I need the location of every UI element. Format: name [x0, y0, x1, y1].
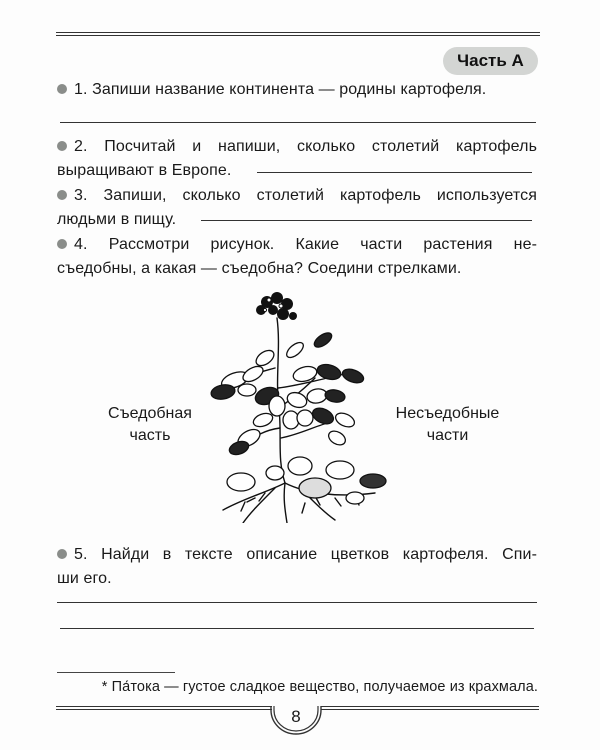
bullet-icon: [57, 239, 67, 249]
question-text: Запиши название континента — родины картофеля.: [92, 81, 487, 98]
question-2: [57, 135, 537, 183]
inedible-parts-label: Несъедобные части: [395, 405, 500, 444]
answer-line-1[interactable]: [60, 122, 536, 123]
question-text: ши его.: [57, 570, 112, 587]
answer-line-5b[interactable]: [60, 628, 534, 629]
answer-line-5a[interactable]: [57, 602, 537, 603]
question-text: людьми в пищу.: [57, 211, 177, 228]
question-text: Запиши, сколько столетий картофель используется: [103, 187, 537, 204]
question-text: выращивают в Европе.: [57, 162, 232, 179]
page-number: 8: [291, 707, 301, 726]
question-1: [57, 78, 537, 102]
question-number: 5.: [74, 546, 88, 563]
bullet-icon: [57, 190, 67, 200]
question-text: Найди в тексте описание цветков картофеля. Спи-: [101, 546, 537, 563]
question-text: Посчитай и напиши, сколько столетий картофель: [104, 138, 537, 155]
potato-plant-illustration: [205, 288, 400, 523]
question-4: [57, 233, 537, 281]
footnote-rule: [57, 672, 175, 673]
top-rule: [56, 32, 540, 36]
question-number: 3.: [74, 187, 88, 204]
footnote: * Па́тока — густое сладкое вещество, получаемое из крахмала.: [101, 679, 538, 695]
bottom-rule-left: [56, 706, 272, 710]
bottom-rule-right: [321, 706, 539, 710]
answer-line-2[interactable]: [257, 172, 532, 173]
bullet-icon: [57, 141, 67, 151]
question-number: 1.: [74, 81, 88, 98]
question-number: 4.: [74, 236, 88, 253]
question-3: [57, 184, 537, 232]
edible-part-label: Съедобная часть: [108, 405, 192, 444]
question-text: съедобны, а какая — съедобна? Соедини стрелками.: [57, 260, 462, 277]
question-5: [57, 543, 537, 591]
answer-line-3[interactable]: [201, 220, 532, 221]
question-text: Рассмотри рисунок. Какие части растения не-: [108, 236, 537, 253]
section-badge: Часть А: [443, 47, 538, 75]
bullet-icon: [57, 549, 67, 559]
bullet-icon: [57, 84, 67, 94]
question-number: 2.: [74, 138, 88, 155]
